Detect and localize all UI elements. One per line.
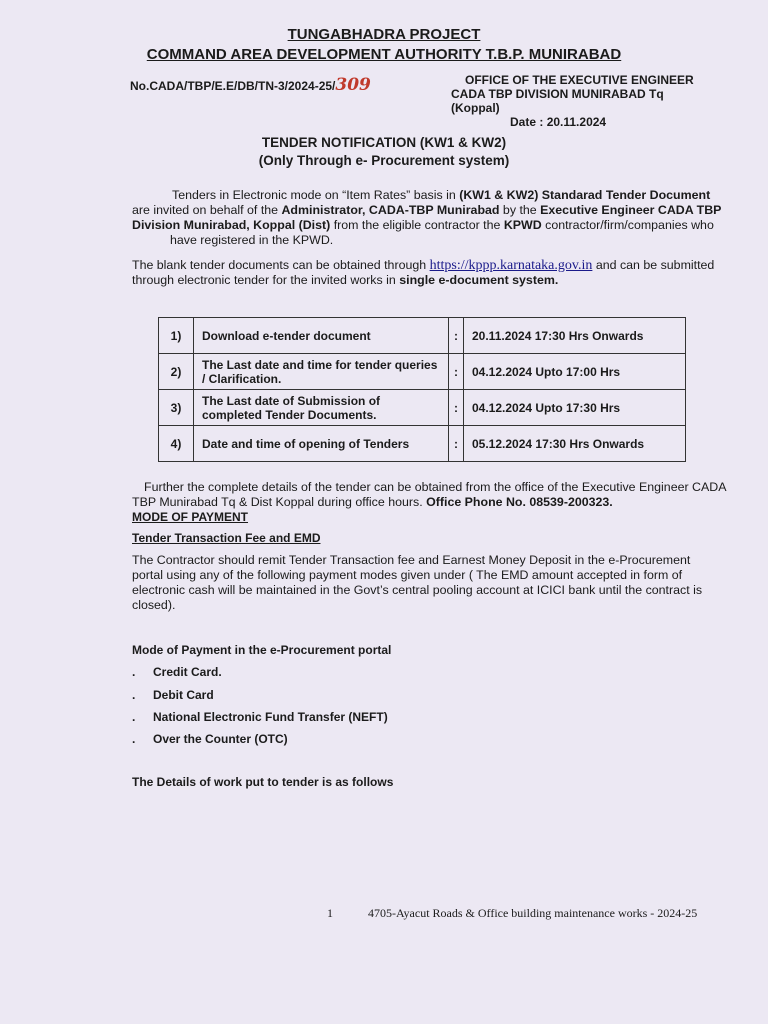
intro-paragraph (132, 188, 722, 248)
payment-modes-heading: Mode of Payment in the e-Procurement portal (132, 643, 392, 657)
handwritten-number: 309 (335, 75, 371, 95)
source-text: through electronic tender for the invited works in (132, 273, 400, 287)
source-text-bold: single e-document system. (399, 273, 559, 287)
intro-text: are invited on behalf of the (132, 203, 282, 217)
schedule-separator: : (449, 354, 464, 390)
schedule-row (159, 426, 686, 462)
bullet: . (132, 665, 136, 679)
authority-title: COMMAND AREA DEVELOPMENT AUTHORITY T.B.P. MUNIRABAD (146, 46, 622, 63)
payment-text: closed). (132, 598, 176, 612)
reference-number-text: No.CADA/TBP/E.E/DB/TN-3/2024-25/ (130, 79, 336, 93)
schedule-item: The Last date and time for tender queries / Clarification. (194, 354, 449, 390)
date-line (510, 115, 712, 129)
page-number: 1 (327, 906, 333, 920)
payment-paragraph (132, 553, 724, 613)
schedule-datetime: 20.11.2024 17:30 Hrs Onwards (464, 318, 686, 354)
office-phone: Office Phone No. 08539-200323. (426, 495, 613, 509)
schedule-datetime: 04.12.2024 Upto 17:00 Hrs (464, 354, 686, 390)
bullet: . (132, 688, 136, 702)
payment-text: portal using any of the following payment modes given under ( The EMD amount accepted in form of (132, 568, 683, 582)
schedule-separator: : (449, 318, 464, 354)
intro-text: Tenders in Electronic mode on “Item Rates” basis in (172, 188, 460, 202)
payment-mode-label: Debit Card (153, 688, 214, 702)
intro-text-bold: (KW1 & KW2) Standarad Tender Document (459, 188, 711, 202)
payment-mode-item (132, 710, 388, 732)
office-block (451, 73, 712, 129)
schedule-row-number: 3) (159, 390, 194, 426)
payment-text: The Contractor should remit Tender Transaction fee and Earnest Money Deposit in the e-Procurement (132, 553, 691, 567)
kppp-portal-link[interactable]: https://kppp.karnataka.gov.in (429, 258, 593, 273)
payment-mode-label: Credit Card. (153, 665, 222, 679)
bullet: . (132, 710, 136, 724)
payment-mode-label: National Electronic Fund Transfer (NEFT) (153, 710, 388, 724)
payment-mode-item (132, 732, 388, 754)
intro-text-bold: Division Munirabad, Koppal (Dist) (132, 218, 331, 232)
date-label: Date : (510, 115, 544, 129)
source-text: The blank tender documents can be obtained through (132, 258, 430, 272)
schedule-row (159, 390, 686, 426)
tender-subtitle: (Only Through e- Procurement system) (258, 153, 510, 168)
bullet: . (132, 732, 136, 746)
source-text: and can be submitted (592, 258, 715, 272)
intro-text-bold: KPWD (503, 218, 542, 232)
further-details-paragraph (132, 480, 732, 510)
document-source-paragraph (132, 258, 732, 288)
further-text: Further the complete details of the tender can be obtained from the office of the Executive Engineer CADA (144, 480, 727, 494)
footer-text: 4705-Ayacut Roads & Office building maintenance works - 2024-25 (368, 906, 698, 920)
schedule-row-number: 2) (159, 354, 194, 390)
project-title: TUNGABHADRA PROJECT (287, 26, 481, 43)
schedule-row-number: 1) (159, 318, 194, 354)
schedule-item: The Last date of Submission of completed Tender Documents. (194, 390, 449, 426)
schedule-row-number: 4) (159, 426, 194, 462)
tender-title: TENDER NOTIFICATION (KW1 & KW2) (261, 135, 507, 150)
payment-mode-item (132, 665, 388, 688)
schedule-separator: : (449, 426, 464, 462)
payment-modes-list (132, 665, 388, 754)
work-details-heading: The Details of work put to tender is as follows (132, 775, 394, 789)
further-text: TBP Munirabad Tq & Dist Koppal during office hours. (132, 495, 427, 509)
intro-text-bold: Executive Engineer CADA TBP (540, 203, 722, 217)
office-line-1: OFFICE OF THE EXECUTIVE ENGINEER (465, 73, 694, 87)
schedule-row (159, 354, 686, 390)
schedule-separator: : (449, 390, 464, 426)
intro-text: contractor/firm/companies who (541, 218, 714, 232)
reference-number (130, 75, 371, 95)
intro-text: from the eligible contractor the (330, 218, 504, 232)
schedule-item: Date and time of opening of Tenders (194, 426, 449, 462)
transaction-fee-heading: Tender Transaction Fee and EMD (132, 531, 321, 545)
intro-text-bold: Administrator, CADA-TBP Munirabad (281, 203, 500, 217)
payment-mode-item (132, 688, 388, 710)
date-value: 20.11.2024 (546, 115, 607, 129)
intro-text: by the (499, 203, 541, 217)
schedule-row (159, 318, 686, 354)
schedule-datetime: 05.12.2024 17:30 Hrs Onwards (464, 426, 686, 462)
payment-mode-label: Over the Counter (OTC) (153, 732, 288, 746)
tender-schedule-table (158, 317, 686, 462)
schedule-item: Download e-tender document (194, 318, 449, 354)
office-line-2: CADA TBP DIVISION MUNIRABAD Tq (Koppal) (451, 87, 664, 115)
schedule-datetime: 04.12.2024 Upto 17:30 Hrs (464, 390, 686, 426)
payment-text: electronic cash will be maintained in the Govt’s central pooling account at ICICI bank until the contract is (132, 583, 703, 597)
mode-of-payment-heading: MODE OF PAYMENT (132, 510, 249, 524)
intro-text: have registered in the KPWD. (170, 233, 334, 247)
